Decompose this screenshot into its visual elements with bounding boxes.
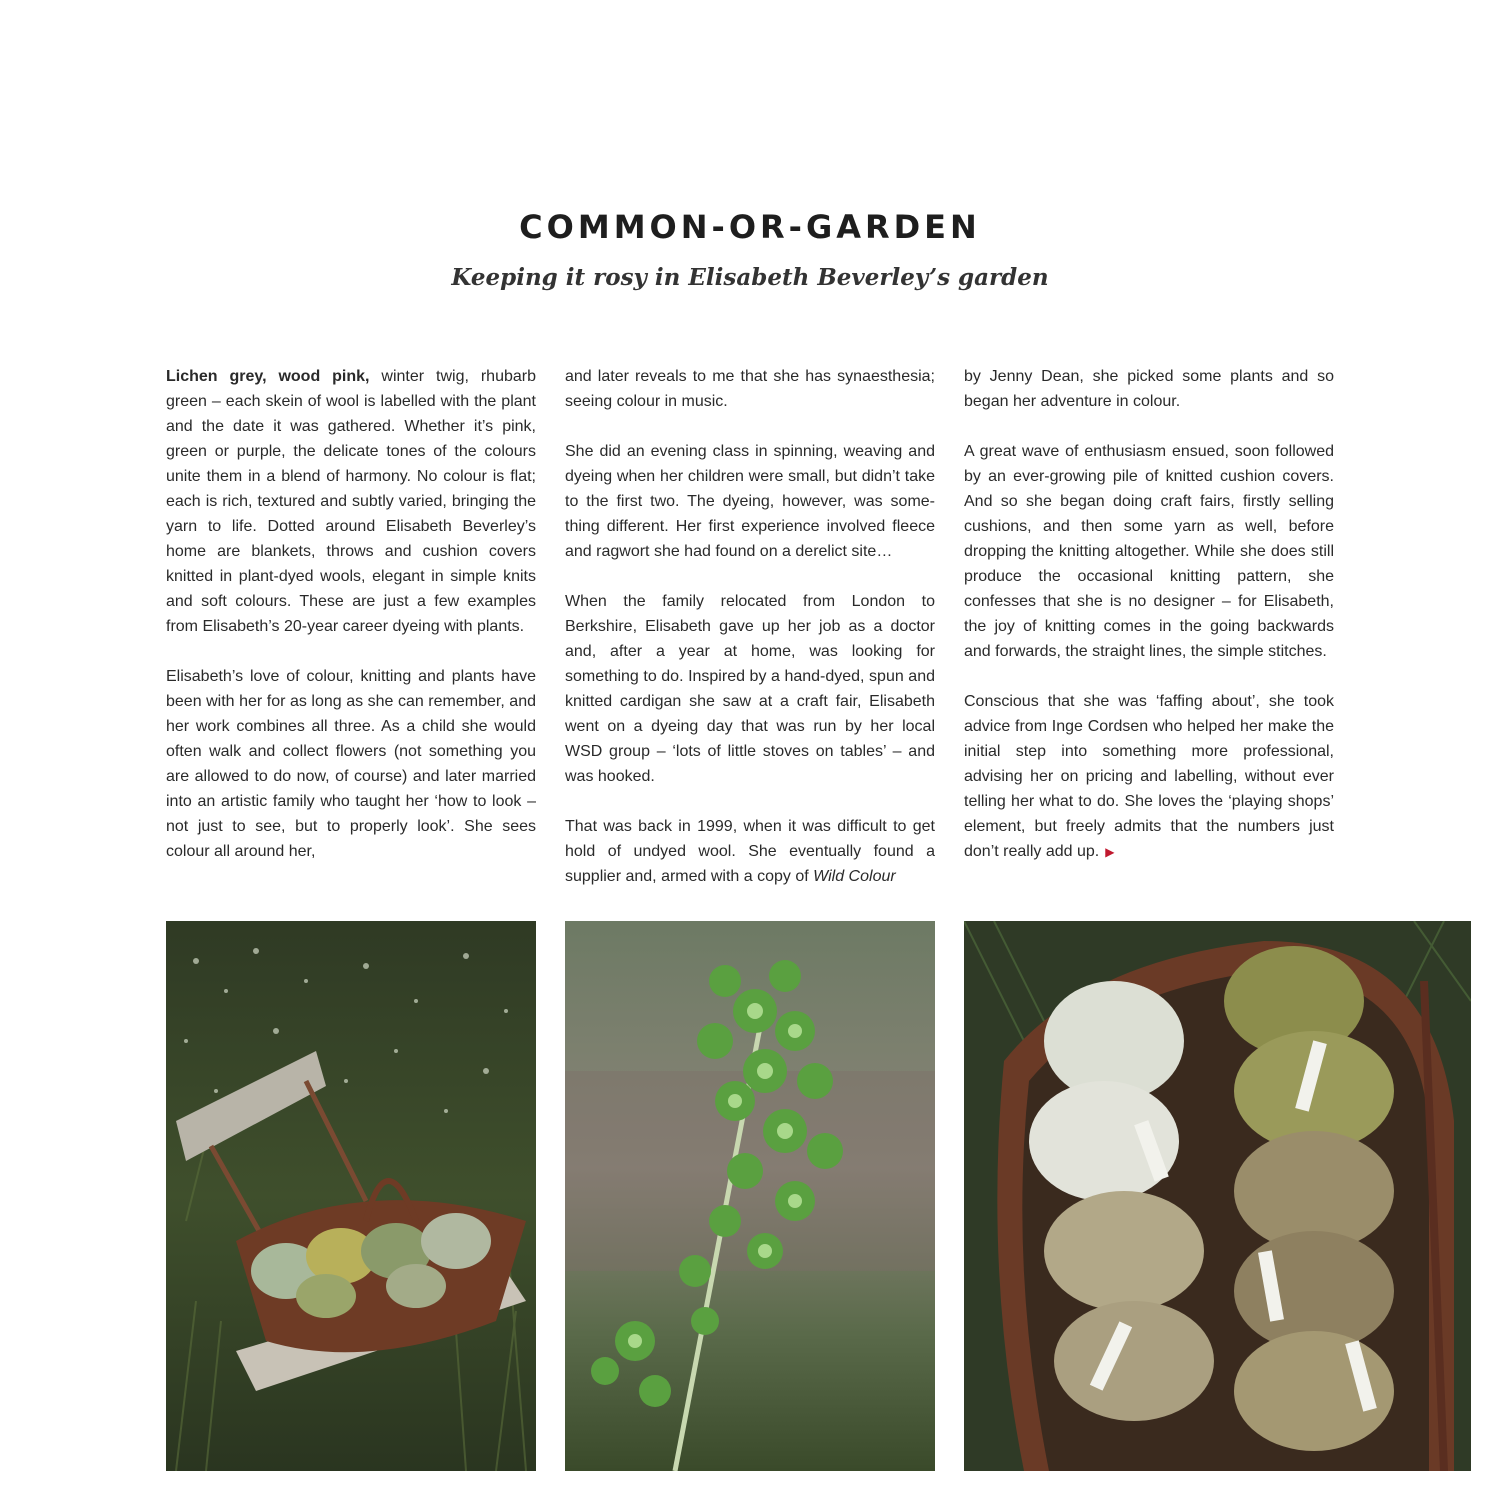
text-column-3: [964, 364, 1334, 890]
text-column-2: [565, 364, 935, 914]
paragraph: by Jenny Dean, she picked some plants and so began her adventure in colour.: [964, 368, 1334, 410]
paragraph: When the family relocated from London to Berkshire, Elisabeth gave up her job as a doctor and, after a year at home, was looking for something to do. Inspired by a hand-dyed, spun and knitted cardigan she saw at a craft fair, Elisabeth went on a dyeing day that was run by her local WSD group – ‘lots of little stoves on tables’ – and was hooked.: [565, 593, 935, 785]
text-column-1: [166, 364, 536, 889]
paragraph-text: winter twig, rhubarb green – each skein of wool is labelled with the plant and the date it was gathered. Whether it’s pink, green or purple, the delicate tones of the colours unite them in a blend of harmony. No colour is flat; each is rich, textured and subtly varied, bringing the yarn to life. Dotted around Elisabeth Beverley’s home are blankets, throws and cushion covers knitted in plant-dyed wools, elegant in simple knits and soft colours. These are just a few examples from Elisabeth’s 20-year career dyeing with plants.: [166, 368, 537, 635]
paragraph: and later reveals to me that she has synaesthesia; seeing colour in music.: [565, 368, 935, 410]
article-title: COMMON-OR-GARDEN: [519, 208, 981, 246]
paragraph: [565, 814, 935, 889]
photo-basket-on-chair: [166, 921, 536, 1471]
paragraph-text: That was back in 1999, when it was difficult to get hold of undyed wool. She eventually found a supplier and, armed with a copy of: [565, 818, 935, 885]
article-subtitle: Keeping it rosy in Elisabeth Beverley’s garden: [451, 264, 1049, 291]
photo-yarn-skeins: [964, 921, 1471, 1471]
paragraph: She did an evening class in spinning, weaving and dyeing when her children were small, but didn’t take to the first two. The dyeing, however, was some-thing different. Her first experience involved fleece and ragwort she had found on a derelict site…: [565, 443, 935, 560]
paragraph-text: Conscious that she was ‘faffing about’, she took advice from Inge Cordsen who helped her make the initial step into something more professional, advising her on pricing and labelling, without ever telling her what to do. She loves the ‘playing shops’ element, but freely admits that the numbers just don’t really add up.: [964, 693, 1334, 860]
photo-euphorbia-plant: [565, 921, 935, 1471]
paragraph: [964, 689, 1334, 865]
lead-in: Lichen grey, wood pink,: [166, 368, 370, 385]
paragraph: Elisabeth’s love of colour, knitting and plants have been with her for as long as she can remember, and her work combines all three. As a child she would often walk and collect flowers (not something you are allowed to do now, of course) and later married into an artistic family who taught her ‘how to look – not just to see, but to properly look’. She sees colour all around her,: [166, 668, 536, 860]
paragraph: [166, 364, 536, 639]
continue-arrow-icon: ▶: [1105, 845, 1115, 859]
book-title: Wild Colour: [813, 868, 896, 885]
paragraph: A great wave of enthusiasm ensued, soon followed by an ever-growing pile of knitted cushion covers. And so she began doing craft fairs, firstly selling cushions, and then some yarn as well, before dropping the knitting altogether. While she does still produce the occasional knitting pattern, she confesses that she is no designer – for Elisabeth, the joy of knitting comes in the going backwards and forwards, the straight lines, the simple stitches.: [964, 443, 1334, 660]
